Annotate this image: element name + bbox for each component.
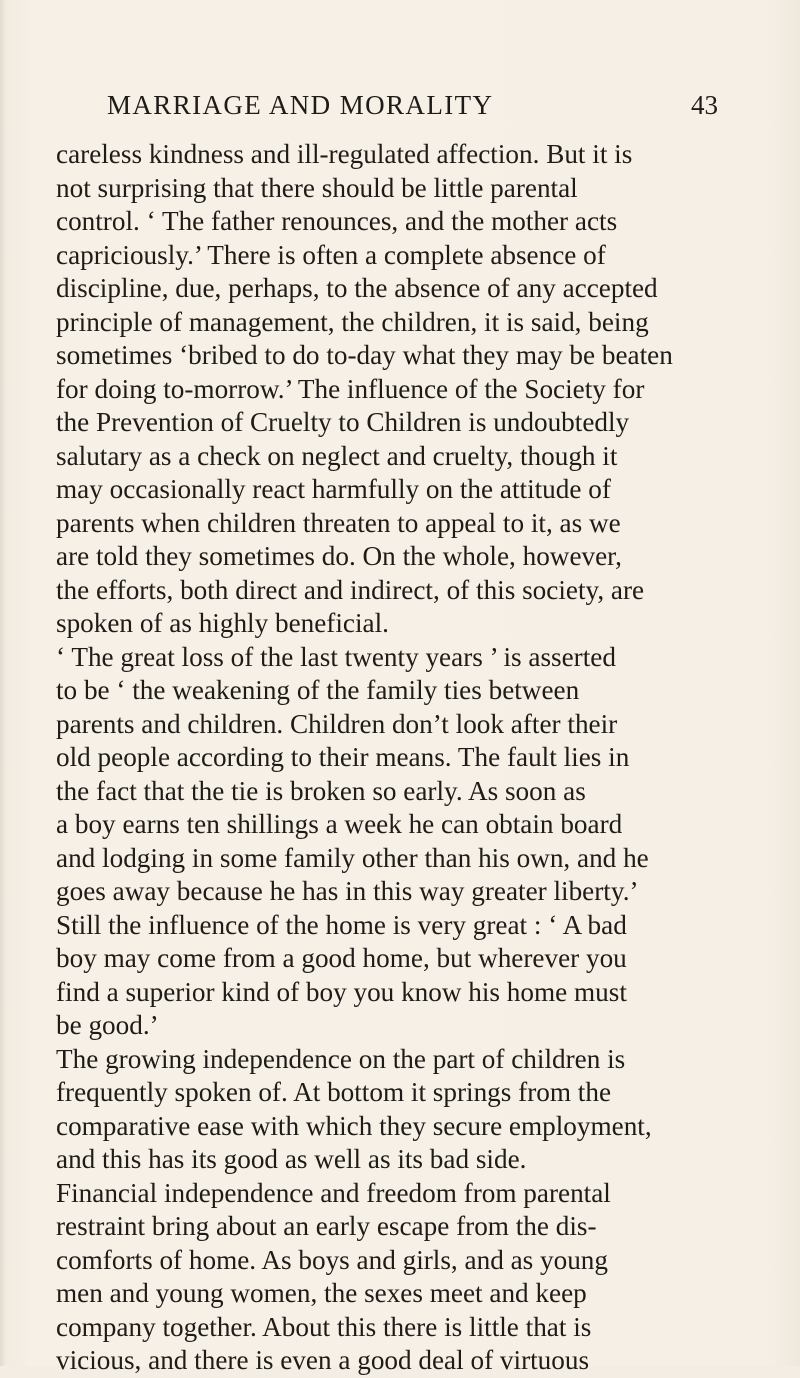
text-line: restraint bring about an early escape from the dis- [56,1211,597,1241]
text-line: control. ‘ The father renounces, and the mother acts [56,206,618,236]
text-line: careless kindness and ill-regulated affection. But it is [56,139,633,169]
text-line: Still the influence of the home is very great : ‘ A bad [56,909,627,940]
text-line: the efforts, both direct and indirect, of this society, are [56,574,645,605]
text-line: boy may come from a good home, but wherever you [56,943,627,973]
text-line: salutary as a check on neglect and cruelty, though it [56,440,618,471]
page-edge-shadow [0,0,6,1366]
text-line: find a superior kind of boy you know his home must [56,976,627,1007]
running-head: MARRIAGE AND MORALITY [107,90,494,120]
text-line: The growing independence on the part of children is [56,1043,626,1074]
text-line: a boy earns ten shillings a week he can obtain board [56,809,623,839]
text-line: ‘ The great loss of the last twenty years ’ is asserted [56,641,616,672]
text-line: and lodging in some family other than his own, and he [56,842,649,873]
text-line: not surprising that there should be little parental [56,172,578,203]
text-line: and this has its good as well as its bad side. [56,1144,527,1174]
page-number: 43 [691,90,718,120]
text-line: company together. About this there is little that is [56,1311,592,1342]
text-line: old people according to their means. The fault lies in [56,742,630,772]
text-line: spoken of as highly beneficial. [56,608,389,638]
body-text [56,138,721,1378]
text-line: sometimes ‘bribed to do to-day what they may be beaten [56,340,673,370]
text-line: are told they sometimes do. On the whole, however, [56,541,622,571]
text-line: parents when children threaten to appeal to it, as we [56,507,621,538]
text-line: vicious, and there is even a good deal of virtuous [56,1345,590,1375]
text-line: frequently spoken of. At bottom it springs from the [56,1077,612,1107]
text-line: discipline, due, perhaps, to the absence of any accepted [56,273,658,303]
text-line: to be ‘ the weakening of the family ties between [56,675,580,705]
text-line: goes away because he has in this way greater liberty.’ [56,876,639,906]
text-line: for doing to-morrow.’ The influence of the Society for [56,373,645,404]
text-line: the fact that the tie is broken so early. As soon as [56,775,586,806]
page-header [107,90,718,124]
text-line: principle of management, the children, it is said, being [56,306,649,337]
text-line: comparative ease with which they secure employment, [56,1110,652,1141]
text-line: men and young women, the sexes meet and keep [56,1278,587,1308]
text-line: capriciously.’ There is often a complete absence of [56,239,606,270]
text-line: parents and children. Children don’t look after their [56,708,618,739]
text-line: be good.’ [56,1010,159,1040]
text-line: the Prevention of Cruelty to Children is undoubtedly [56,407,630,437]
text-line: may occasionally react harmfully on the attitude of [56,474,611,504]
text-line: Financial independence and freedom from parental [56,1177,611,1208]
text-line: comforts of home. As boys and girls, and as young [56,1244,608,1275]
